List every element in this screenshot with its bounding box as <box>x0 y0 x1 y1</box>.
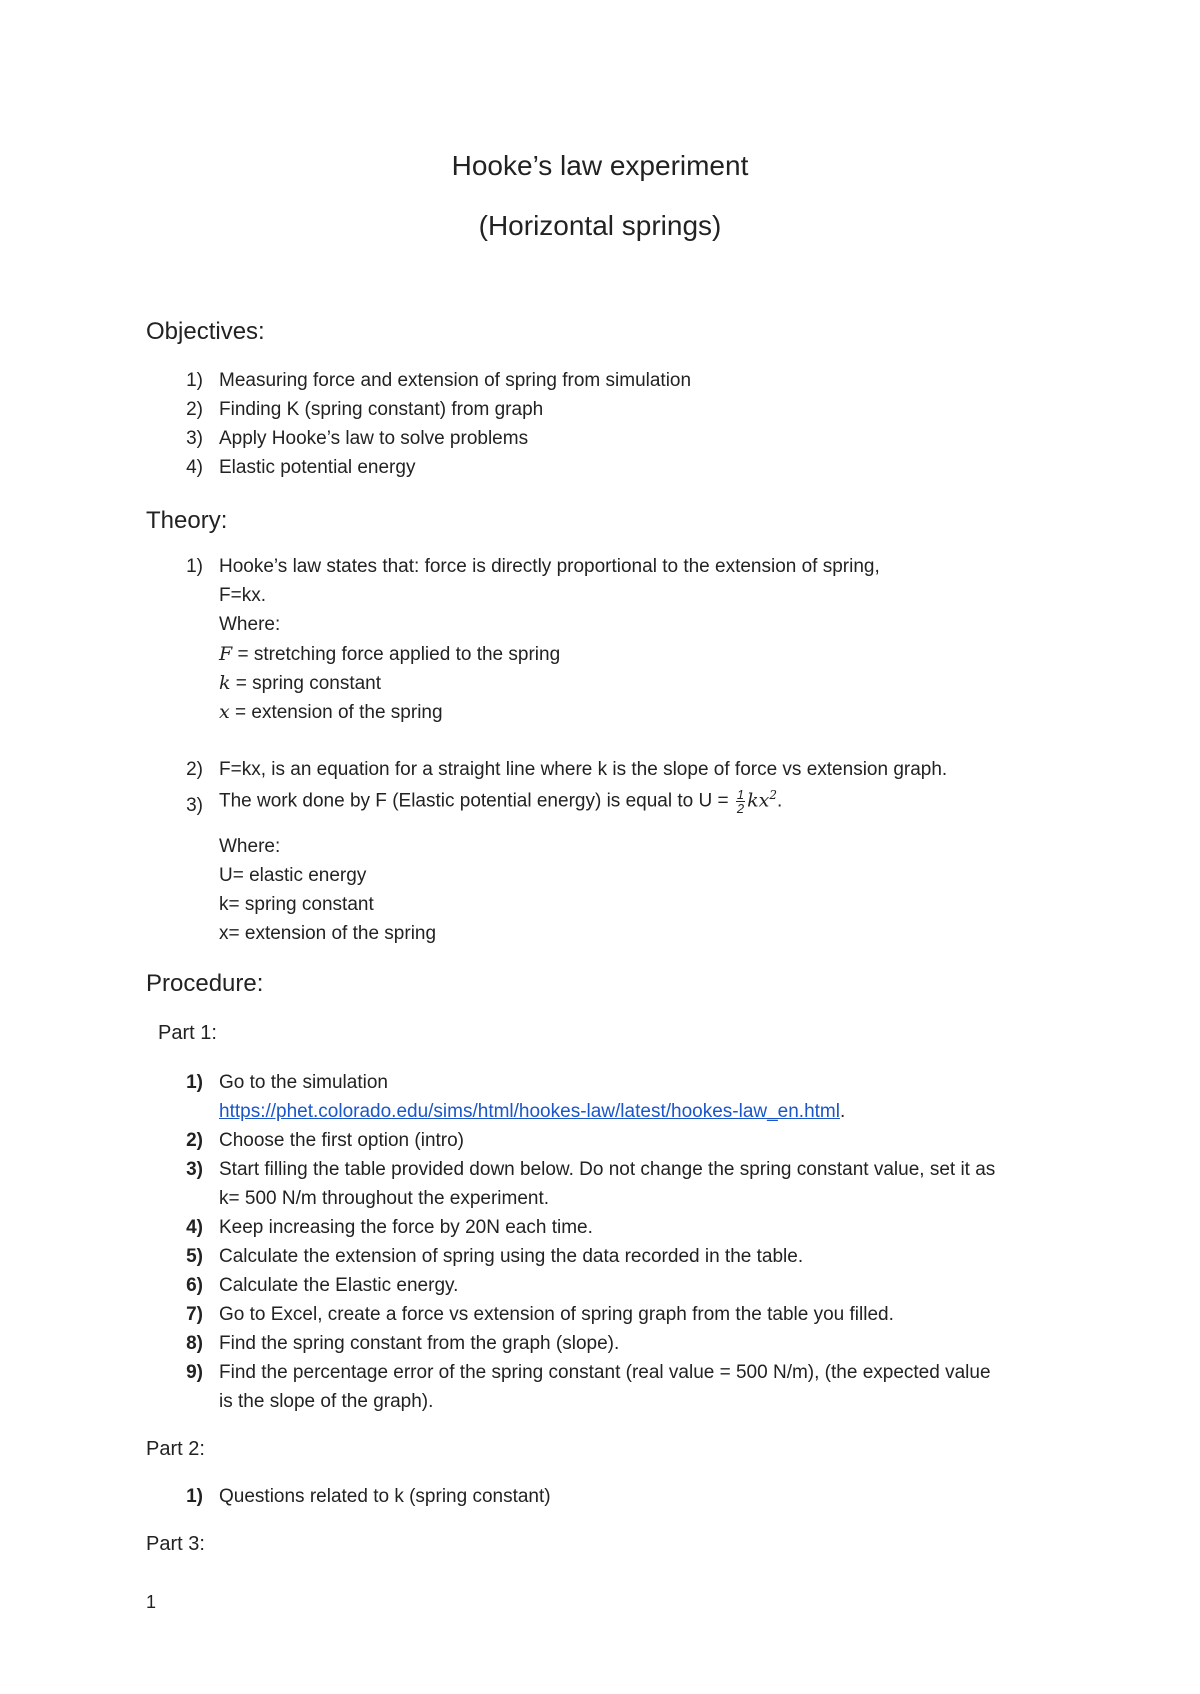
theory-equation: F=kx. <box>219 585 266 606</box>
energy-text: The work done by F (Elastic potential energy) is equal to U = <box>219 790 729 812</box>
step-text: Find the percentage error of the spring constant (real value = 500 N/m), (the expected value <box>219 1362 991 1383</box>
procedure-heading: Procedure: <box>146 970 264 997</box>
theory-heading: Theory: <box>146 507 228 534</box>
exponent: 2 <box>769 788 777 803</box>
definition-line <box>219 643 560 666</box>
step-text: Start filling the table provided down below. Do not change the spring constant value, set it as <box>219 1159 996 1180</box>
theory-item <box>219 788 782 815</box>
definition-line: k= spring constant <box>219 894 374 915</box>
theory-number: 3) <box>186 795 203 816</box>
step-number: 5) <box>186 1246 203 1267</box>
step-number: 7) <box>186 1304 203 1325</box>
theory-item: Hooke’s law states that: force is directly proportional to the extension of spring, <box>219 556 880 577</box>
step-text: Go to Excel, create a force vs extension of spring graph from the table you filled. <box>219 1304 894 1325</box>
simulation-link[interactable]: https://phet.colorado.edu/sims/html/hookes-law/latest/hookes-law_en.html <box>219 1101 840 1122</box>
part2-heading: Part 2: <box>146 1438 205 1460</box>
step-text: Find the spring constant from the graph (slope). <box>219 1333 620 1354</box>
step-number: 9) <box>186 1362 203 1383</box>
step-text: Go to the simulation <box>219 1072 388 1093</box>
theory-item: F=kx, is an equation for a straight line where k is the slope of force vs extension graph. <box>219 759 948 780</box>
step-number: 2) <box>186 1130 203 1151</box>
definition-line: x= extension of the spring <box>219 923 437 944</box>
link-period: . <box>839 1101 846 1122</box>
fraction-numerator: 1 <box>736 787 745 802</box>
step-text: Calculate the extension of spring using the data recorded in the table. <box>219 1246 804 1267</box>
objective-number: 1) <box>186 370 203 391</box>
step-number: 1) <box>186 1072 203 1093</box>
step-number: 1) <box>186 1486 203 1507</box>
where-label: Where: <box>219 614 281 635</box>
objectives-heading: Objectives: <box>146 318 265 345</box>
theory-number: 1) <box>186 556 203 577</box>
step-text: Questions related to k (spring constant) <box>219 1486 551 1507</box>
part3-heading: Part 3: <box>146 1533 205 1555</box>
one-half-fraction <box>736 788 745 815</box>
objective-item: Finding K (spring constant) from graph <box>219 399 544 420</box>
document-title: Hooke’s law experiment <box>451 150 749 181</box>
period: . <box>776 790 783 812</box>
theory-number: 2) <box>186 759 203 780</box>
variable-symbol: x <box>219 701 230 723</box>
step-text: Choose the first option (intro) <box>219 1130 465 1151</box>
simulation-link-line <box>219 1101 845 1123</box>
step-number: 8) <box>186 1333 203 1354</box>
variable-symbol: F <box>219 643 233 665</box>
fraction-denominator: 2 <box>736 801 745 816</box>
objective-number: 4) <box>186 457 203 478</box>
document-subtitle: (Horizontal springs) <box>478 210 722 241</box>
objective-item: Elastic potential energy <box>219 457 416 478</box>
step-number: 4) <box>186 1217 203 1238</box>
definition-line: U= elastic energy <box>219 865 367 886</box>
objective-item: Measuring force and extension of spring from simulation <box>219 370 692 391</box>
objective-number: 3) <box>186 428 203 449</box>
definition-line <box>219 672 381 695</box>
energy-formula: kx <box>747 789 770 812</box>
step-text-continued: is the slope of the graph). <box>219 1391 434 1412</box>
step-number: 6) <box>186 1275 203 1296</box>
step-text-continued: k= 500 N/m throughout the experiment. <box>219 1188 550 1209</box>
objective-item: Apply Hooke’s law to solve problems <box>219 428 529 449</box>
step-text: Keep increasing the force by 20N each time. <box>219 1217 593 1238</box>
step-number: 3) <box>186 1159 203 1180</box>
definition-text: = extension of the spring <box>229 702 443 723</box>
part1-heading: Part 1: <box>158 1022 217 1044</box>
step-text: Calculate the Elastic energy. <box>219 1275 459 1296</box>
definition-text: = stretching force applied to the spring <box>232 644 561 665</box>
variable-symbol: k <box>219 672 231 694</box>
page-number: 1 <box>146 1592 157 1612</box>
definition-text: = spring constant <box>230 673 382 694</box>
definition-line <box>219 701 443 724</box>
where-label: Where: <box>219 836 281 857</box>
objective-number: 2) <box>186 399 203 420</box>
